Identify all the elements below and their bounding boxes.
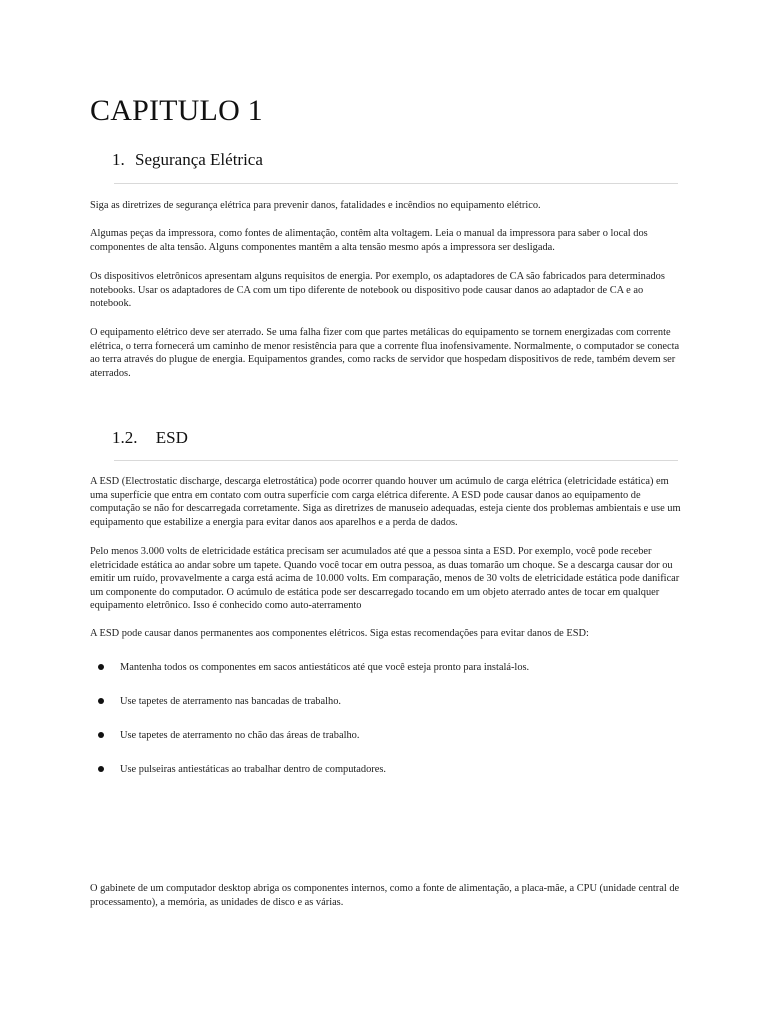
paragraph: Algumas peças da impressora, como fontes de alimentação, contêm alta voltagem. Leia o manual da impressora para saber o local dos componentes de alta tensão. Alguns componentes mantêm a alta tensão mesmo após a impressora ser desligada. xyxy=(90,228,648,253)
bullet-icon xyxy=(98,664,104,670)
section-title: Segurança Elétrica xyxy=(135,150,263,169)
bullet-icon xyxy=(98,766,104,772)
paragraph: Pelo menos 3.000 volts de eletricidade estática precisam ser acumulados até que a pessoa sinta a ESD. Por exemplo, você pode receber eletricidade estática ao andar sobre um tapete. Quando você tocar em outra pessoa, as duas tomarão um choque. Se a descarga causar dor ou emitir um ruído, provavelmente a carga está acima de 10.000 volts. Em comparação, menos de 30 volts de eletricidade estática pode danificar um componente do computador. O acúmulo de estática pode ser descarregado tocando em um objeto aterrado antes de tocar em qualquer equipamento eletrônico. Isso é conhecido como auto-aterramento xyxy=(90,546,680,612)
chapter-title: CAPITULO 1 xyxy=(90,94,263,127)
bullet-icon xyxy=(98,732,104,738)
section-title: ESD xyxy=(155,428,188,447)
section-divider xyxy=(114,460,678,461)
paragraph: A ESD pode causar danos permanentes aos componentes elétricos. Siga estas recomendações para evitar danos de ESD: xyxy=(90,628,589,639)
bullet-icon xyxy=(98,698,104,704)
list-item-text: Use tapetes de aterramento no chão das áreas de trabalho. xyxy=(120,730,360,741)
list-item-text: Use tapetes de aterramento nas bancadas de trabalho. xyxy=(120,696,341,707)
paragraph: Os dispositivos eletrônicos apresentam alguns requisitos de energia. Por exemplo, os adaptadores de CA são fabricados para determinados notebooks. Usar os adaptadores de CA com um tipo diferente de notebook ou dispositivo pode causar danos ao adaptador de CA e ao notebook. xyxy=(90,271,665,310)
section-divider xyxy=(114,183,678,184)
paragraph: O equipamento elétrico deve ser aterrado. Se uma falha fizer com que partes metálicas do equipamento se tornem energizadas com corrente elétrica, o terra fornecerá um caminho de menor resistência para que a corrente flua inofensivamente. Normalmente, o computador se conecta ao terra através do plugue de energia. Equipamentos grandes, como racks de servidor que hospedam dispositivos de rede, também devem ser aterrados. xyxy=(90,327,680,379)
closing-paragraph: O gabinete de um computador desktop abriga os componentes internos, como a fonte de alimentação, a placa-mãe, a CPU (unidade central de processamento), a memória, as unidades de disco e as várias. xyxy=(90,883,680,908)
paragraph: A ESD (Electrostatic discharge, descarga eletrostática) pode ocorrer quando houver um acúmulo de carga elétrica (eletricidade estática) em uma superfície que entra em contato com outra superfície com carga elétrica diferente. A ESD pode causar danos ao equipamento de computação se não for descarregada corretamente. Siga as diretrizes de manuseio adequadas, esteja ciente dos problemas ambientais e use um equipamento que estabilize a energia para evitar danos aos aparelhos e a perda de dados. xyxy=(90,476,681,528)
paragraph: Siga as diretrizes de segurança elétrica para prevenir danos, fatalidades e incêndios no equipamento elétrico. xyxy=(90,200,541,211)
section-heading-esd xyxy=(112,428,188,448)
section-number: 1.2. xyxy=(112,428,138,447)
section-heading-seguranca xyxy=(112,150,263,170)
section-number: 1. xyxy=(112,150,125,169)
list-item-text: Mantenha todos os componentes em sacos antiestáticos até que você esteja pronto para instalá-los. xyxy=(120,662,530,673)
list-item-text: Use pulseiras antiestáticas ao trabalhar dentro de computadores. xyxy=(120,764,387,775)
